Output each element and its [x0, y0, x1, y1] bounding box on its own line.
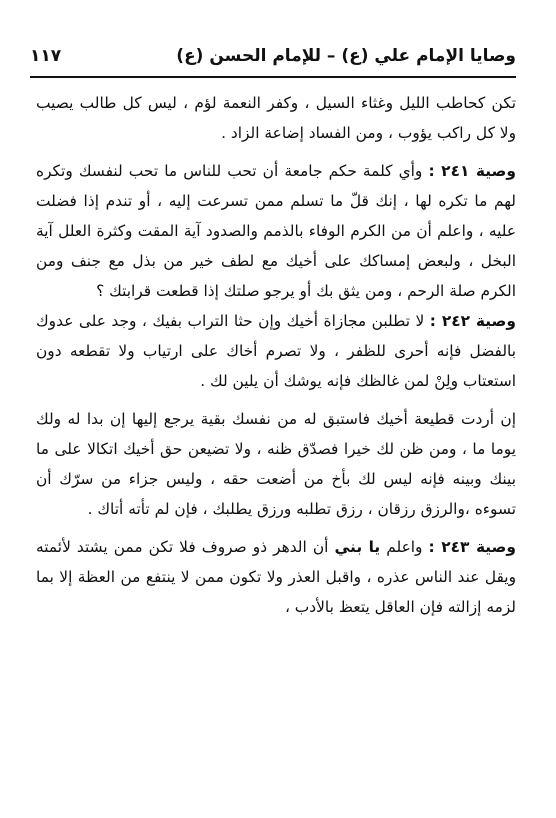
paragraph-wasiya-241: [36, 156, 516, 306]
wasiya-label: وصية ٢٤٣ :: [428, 538, 516, 556]
header-rule: [30, 76, 516, 78]
page-header: [30, 38, 516, 74]
running-title: وصايا الإمام علي (ع) – للإمام الحسن (ع): [176, 46, 516, 66]
paragraph-text: إن أردت قطيعة أخيك فاستبق له من نفسك بقية يرجع إليها إن بدا له ولك يوما ما ، ومن ظن لك خيرا فصدّق ظنه ، ولا تضيعن حق أخيك اتكالا على ما بينك وبينه فإنه ليس لك بأخ من أضعت حقه ، وليس جزاء من سرّك أن تسوءه ،والرزق رزقان ، رزق تطلبه ورزق يطلبك ، فإن لم تأته أتاك .: [36, 410, 516, 518]
page-number: ١١٧: [30, 46, 62, 66]
paragraph-wasiya-243: [36, 532, 516, 622]
body-text: [36, 88, 516, 622]
wasiya-label: وصية ٢٤٢ :: [429, 312, 516, 330]
paragraph-text: أن الدهر ذو صروف فلا تكن ممن يشتد لأئمته ويقل عند الناس عذره ، واقبل العذر ولا تكون ممن لا ينتفع من العظة إلا بما لزمه إزالته فإن العاقل يتعظ بالأدب ،: [36, 538, 516, 616]
paragraph-continuation: [36, 88, 516, 148]
paragraph-text: واعلم: [380, 538, 429, 556]
wasiya-label: وصية ٢٤١ :: [428, 162, 516, 180]
paragraph-text: وأي كلمة حكم جامعة أن تحب للناس ما تحب لنفسك وتكره لهم ما تكره لها ، إنك قلّ ما تسلم ممن تسرعت إليه ، أو تندم إذا فضلت عليه ، واعلم أن من الكرم الوفاء بالذمم والصدود آية المقت وكثرة العلل آية البخل ، ولبعض إمساكك على أخيك مع لطف خير من بذل مع جنف ومن الكرم صلة الرحم ، ومن يثق بك أو يرجو صلتك إذا قطعت قرابتك ؟: [36, 162, 516, 300]
paragraph-qatia: [36, 404, 516, 524]
paragraph-wasiya-242: [36, 306, 516, 396]
emphasis-text: يا بني: [334, 538, 381, 556]
paragraph-text: لا تطلبن مجازاة أخيك وإن حثا التراب بفيك ، وجد على عدوك بالفضل فإنه أحرى للظفر ، ولا تصرم أخاك على ارتياب ولا تقطعه دون استعتاب ولِنْ لمن غالظك فإنه يوشك أن يلين لك .: [36, 312, 516, 390]
paragraph-text: تكن كحاطب الليل وغثاء السيل ، وكفر النعمة لؤم ، ليس كل طالب يصيب ولا كل راكب يؤوب ، ومن الفساد إضاعة الزاد .: [36, 94, 516, 142]
